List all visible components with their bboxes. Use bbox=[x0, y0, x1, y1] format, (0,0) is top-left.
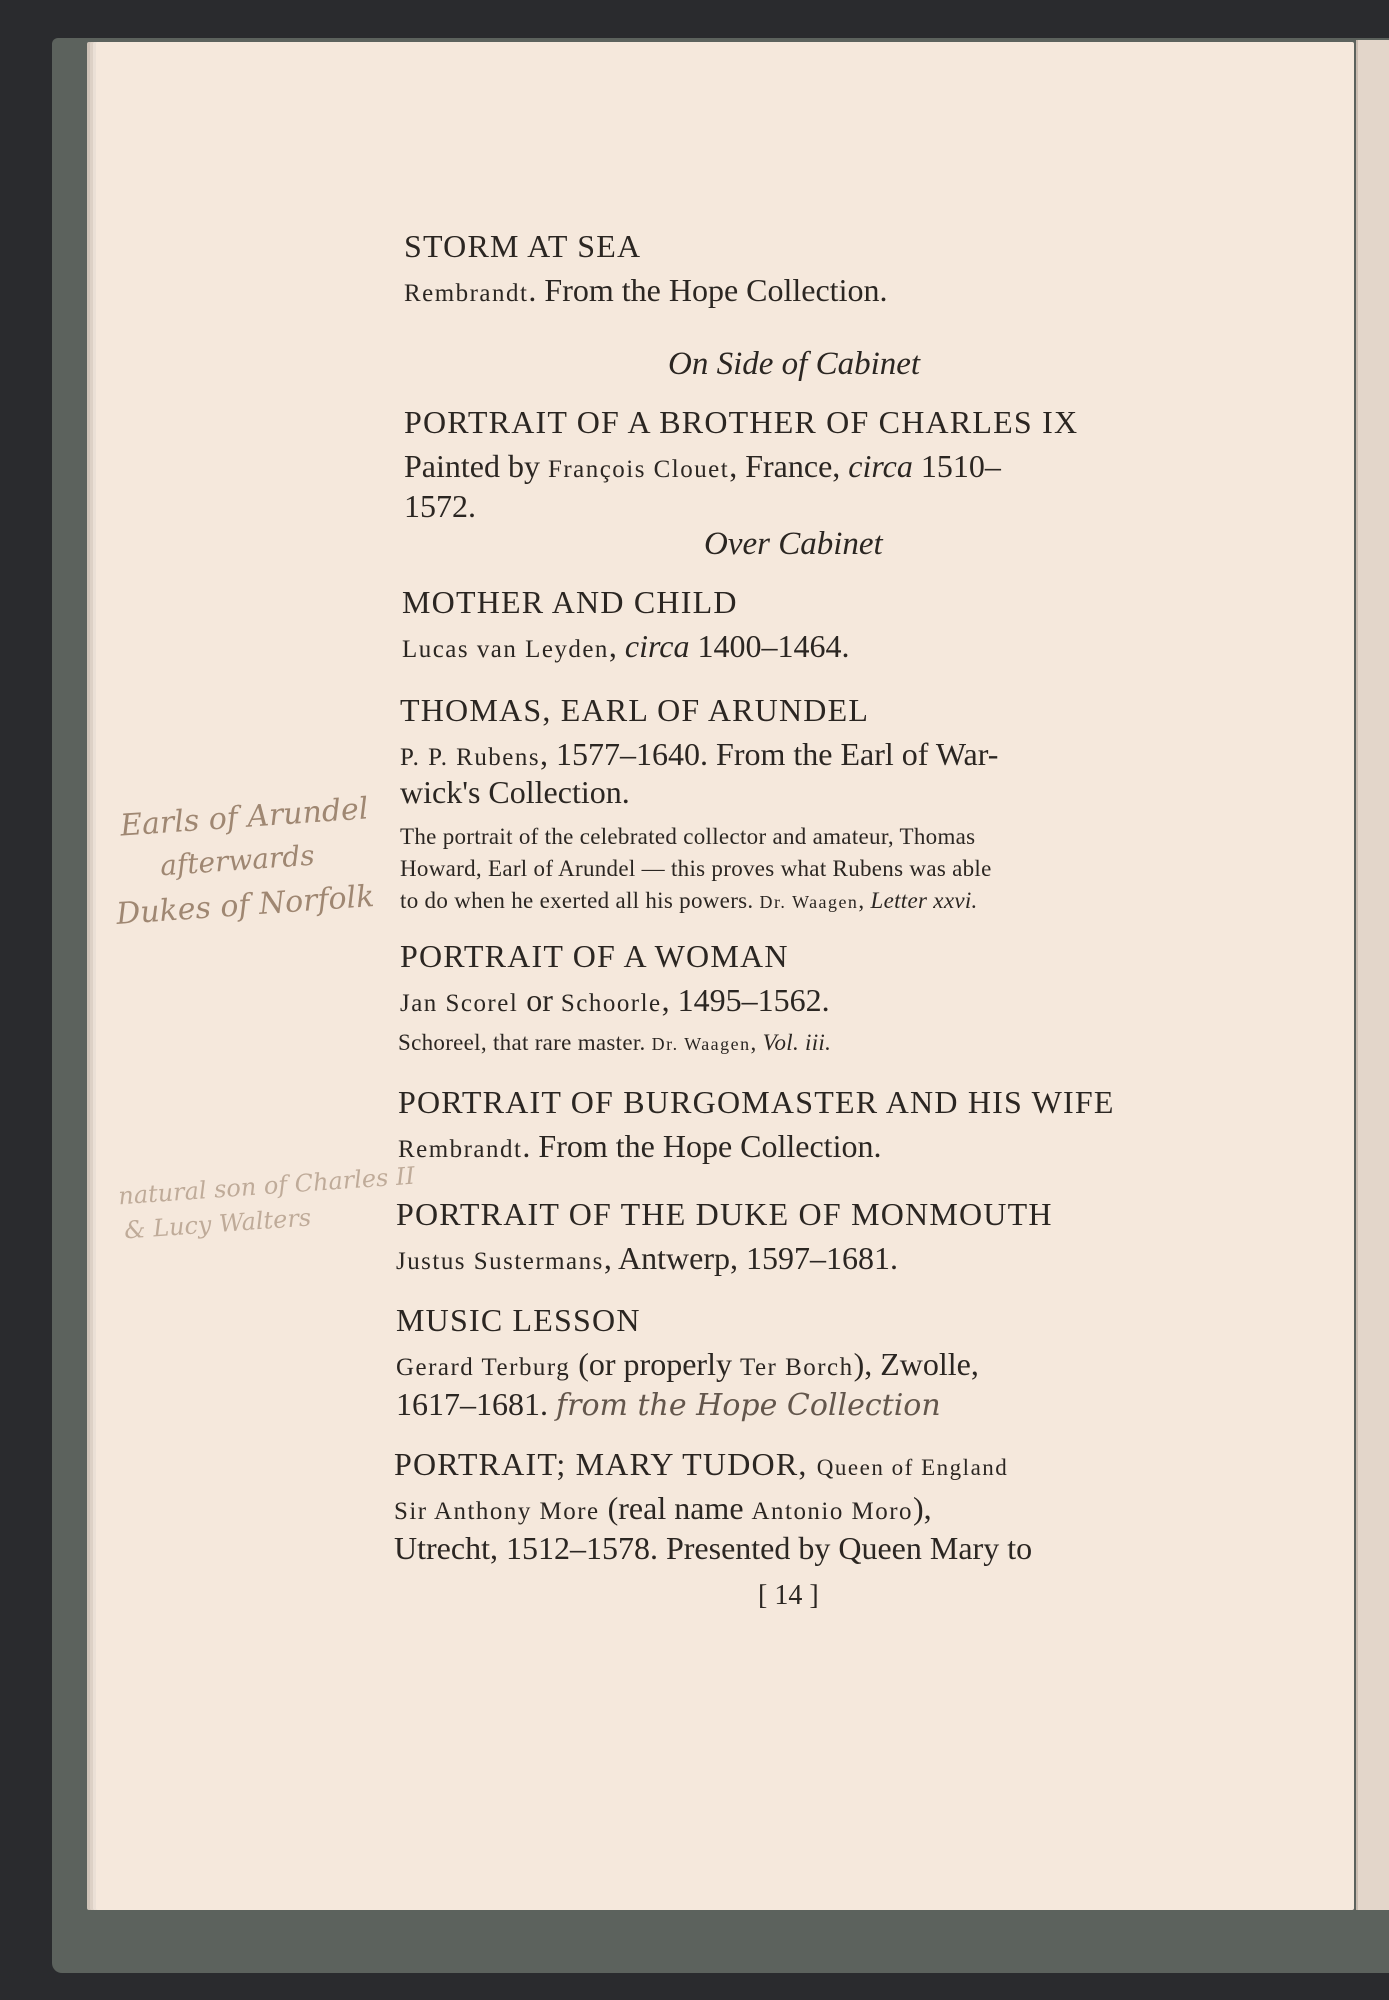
entry-note: Schoreel, that rare master. Dr. Waagen, Vol. iii. bbox=[398, 1030, 832, 1055]
section-heading: On Side of Cabinet bbox=[668, 346, 921, 382]
entry-attribution: P. P. Rubens, 1577–1640. From the Earl of War- bbox=[400, 736, 999, 772]
entry-attribution: Sir Anthony More (real name Antonio Moro), bbox=[394, 1490, 932, 1526]
entry-title: THOMAS, EARL OF ARUNDEL bbox=[400, 692, 870, 728]
margin-note: natural son of Charles II bbox=[117, 1161, 416, 1211]
section-heading: Over Cabinet bbox=[704, 526, 883, 562]
entry-note: Howard, Earl of Arundel — this proves what Rubens was able bbox=[400, 856, 992, 881]
page-number: [ 14 ] bbox=[758, 1580, 819, 1611]
entry-attribution-cont: 1617–1681. from the Hope Collection bbox=[396, 1386, 941, 1423]
entry-note: to do when he exerted all his powers. Dr. Waagen, Letter xxvi. bbox=[400, 888, 978, 913]
entry-title: MOTHER AND CHILD bbox=[402, 584, 738, 620]
entry-attribution: Rembrandt. From the Hope Collection. bbox=[398, 1128, 882, 1164]
handwritten-provenance: from the Hope Collection bbox=[556, 1388, 941, 1423]
entry-title: PORTRAIT OF A WOMAN bbox=[400, 938, 789, 974]
entry-title: PORTRAIT OF A BROTHER OF CHARLES IX bbox=[404, 404, 1079, 440]
entry-title: STORM AT SEA bbox=[404, 228, 642, 264]
margin-note: & Lucy Walters bbox=[123, 1203, 312, 1245]
entry-title: PORTRAIT; MARY TUDOR, Queen of England bbox=[394, 1446, 1009, 1482]
entry-attribution-cont: wick's Collection. bbox=[400, 774, 630, 810]
entry-attribution: Jan Scorel or Schoorle, 1495–1562. bbox=[400, 982, 830, 1018]
entry-attribution: Lucas van Leyden, circa 1400–1464. bbox=[402, 628, 850, 664]
entry-title: PORTRAIT OF THE DUKE OF MONMOUTH bbox=[396, 1196, 1053, 1232]
entry-attribution-cont: Utrecht, 1512–1578. Presented by Queen Mary to bbox=[394, 1530, 1033, 1566]
margin-note: Earls of Arundel bbox=[119, 791, 370, 844]
entry-title: PORTRAIT OF BURGOMASTER AND HIS WIFE bbox=[398, 1084, 1115, 1120]
margin-note: Dukes of Norfolk bbox=[115, 879, 376, 932]
entry-attribution: Rembrandt. From the Hope Collection. bbox=[404, 272, 888, 308]
entry-title: MUSIC LESSON bbox=[396, 1302, 641, 1338]
entry-note: The portrait of the celebrated collector and amateur, Thomas bbox=[400, 824, 976, 849]
margin-note: afterwards bbox=[159, 838, 316, 883]
entry-attribution: Justus Sustermans, Antwerp, 1597–1681. bbox=[396, 1240, 899, 1276]
entry-attribution-cont: 1572. bbox=[404, 488, 476, 524]
entry-attribution: Gerard Terburg (or properly Ter Borch), Zwolle, bbox=[396, 1346, 979, 1382]
entry-attribution: Painted by François Clouet, France, circa 1510– bbox=[404, 448, 1001, 484]
